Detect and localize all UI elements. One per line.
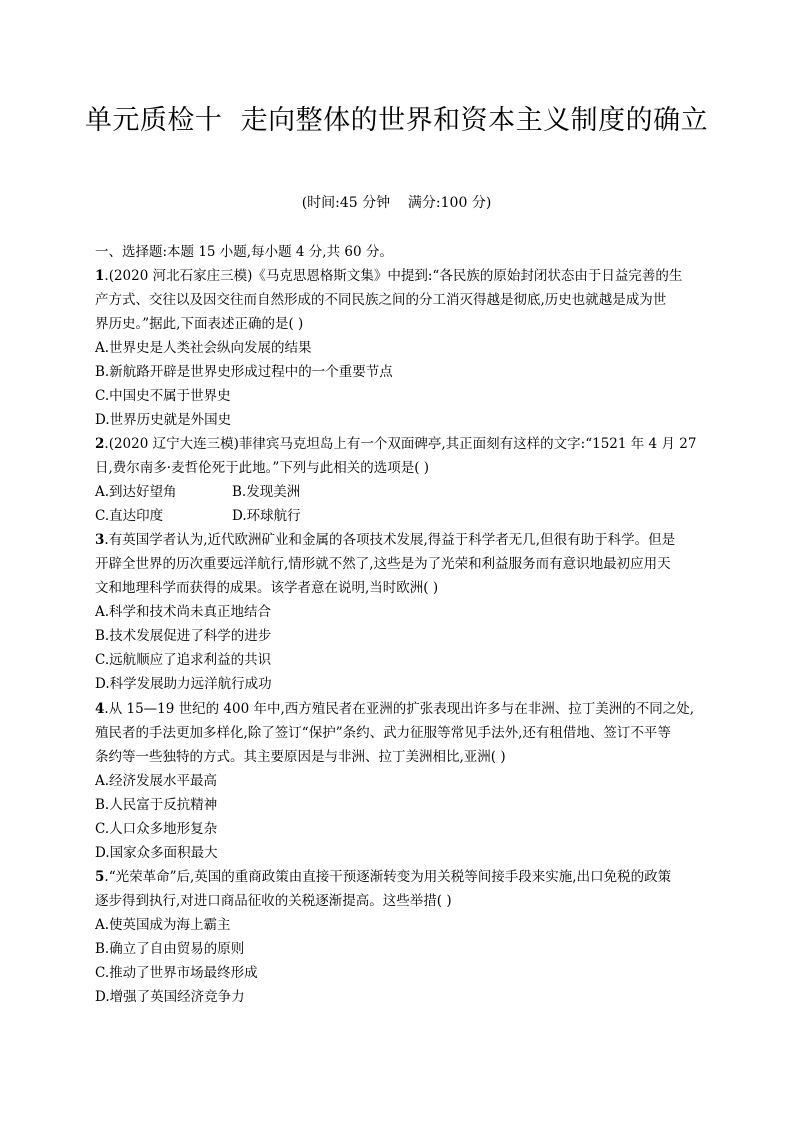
question-3-option-c[interactable]: C.远航顺应了追求利益的共识 [95,652,272,668]
question-5-option-d[interactable]: D.增强了英国经济竞争力 [95,989,245,1005]
question-5-option-c[interactable]: C.推动了世界市场最终形成 [95,965,258,981]
question-3-option-a[interactable]: A.科学和技术尚未真正地结合 [95,604,272,620]
page-title: 单元质检十 走向整体的世界和资本主义制度的确立 [84,105,709,136]
question-text: .(2020 辽宁大连三模)菲律宾马克坦岛上有一个双面碑亭,其正面刻有这样的文字:“1521 年 4 月 27 [104,436,697,452]
question-number: 5 [95,869,105,885]
question-1-line-3: 界历史。”据此,下面表述正确的是( ) [95,316,304,332]
question-4-line-1 [95,697,715,721]
question-3-line-2: 开辟全世界的历次重要远洋航行,情形就不然了,这些是为了光荣和利益服务而有意识地最初应用天 [95,556,671,572]
question-1-option-b[interactable]: B.新航路开辟是世界史形成过程中的一个重要节点 [95,364,393,380]
section-heading: 一、选择题:本题 15 小题,每小题 4 分,共 60 分。 [95,244,393,260]
question-2-line-2: 日,费尔南多·麦哲伦死于此地。”下列与此相关的选项是( ) [95,460,430,476]
question-4-option-c[interactable]: C.人口众多地形复杂 [95,821,218,837]
question-text: .“光荣革命”后,英国的重商政策由直接干预逐渐转变为用关税等间接手段来实施,出口免税的政策 [104,869,672,885]
question-text: .有英国学者认为,近代欧洲矿业和金属的各项技术发展,得益于科学者无几,但很有助于科学。但是 [104,532,676,548]
question-2-options-row-2 [95,504,301,528]
question-number: 4 [95,701,105,717]
question-2-option-c[interactable]: C.直达印度 [95,508,164,524]
question-text: .从 15—19 世纪的 400 年中,西方殖民者在亚洲的扩张表现出许多与在非洲、拉丁美洲的不同之处, [104,701,695,717]
question-3-option-d[interactable]: D.科学发展助力远洋航行成功 [95,676,272,692]
question-5-line-1 [95,865,715,889]
question-text: .(2020 河北石家庄三模)《马克思恩格斯文集》中提到:“各民族的原始封闭状态由于日益完善的生 [104,268,683,284]
question-3-line-3: 文和地理科学而获得的成果。该学者意在说明,当时欧洲( ) [95,580,439,596]
question-number: 1 [95,268,105,284]
question-1-line-1 [95,264,715,288]
question-2-option-d[interactable]: D.环球航行 [232,508,301,524]
question-5-option-b[interactable]: B.确立了自由贸易的原则 [95,941,245,957]
question-4-line-3: 条约等一些独特的方式。其主要原因是与非洲、拉丁美洲相比,亚洲( ) [95,749,506,765]
exam-time-score: (时间:45 分钟 满分:100 分) [301,195,492,211]
question-1-option-c[interactable]: C.中国史不属于世界史 [95,388,231,404]
question-4-option-d[interactable]: D.国家众多面积最大 [95,845,218,861]
question-1-option-a[interactable]: A.世界史是人类社会纵向发展的结果 [95,340,312,356]
question-1-line-2: 产方式、交往以及因交往而自然形成的不同民族之间的分工消灭得越是彻底,历史也就越是成为世 [95,292,667,308]
question-3-option-b[interactable]: B.技术发展促进了科学的进步 [95,628,272,644]
question-5-option-a[interactable]: A.使英国成为海上霸主 [95,917,231,933]
question-4-option-a[interactable]: A.经济发展水平最高 [95,773,218,789]
question-1-option-d[interactable]: D.世界历史就是外国史 [95,412,232,428]
question-2-option-b[interactable]: B.发现美洲 [232,484,301,500]
question-2-line-1 [95,432,715,456]
question-5-line-2: 逐步得到执行,对进口商品征收的关税逐渐提高。这些举措( ) [95,893,452,909]
question-number: 2 [95,436,105,452]
question-3-line-1 [95,528,715,552]
question-4-line-2: 殖民者的手法更加多样化,除了签订“保护”条约、武力征服等常见手法外,还有租借地、签订不平等 [95,725,671,741]
question-2-option-a[interactable]: A.到达好望角 [95,484,177,500]
question-number: 3 [95,532,105,548]
question-2-options-row-1 [95,480,301,504]
question-4-option-b[interactable]: B.人民富于反抗精神 [95,797,218,813]
